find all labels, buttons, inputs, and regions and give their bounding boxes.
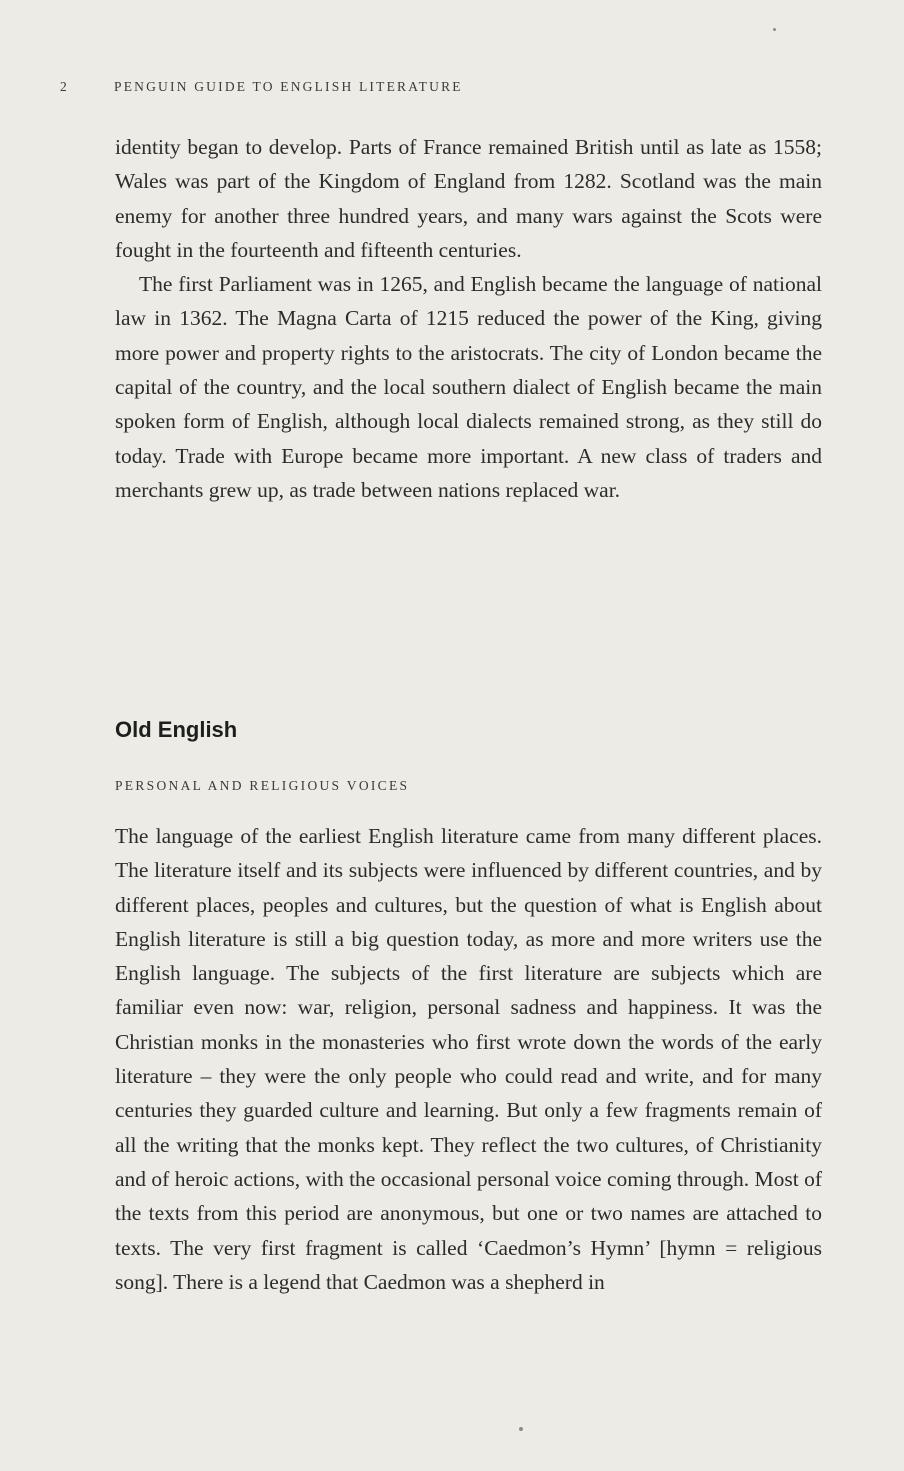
running-head	[60, 79, 463, 99]
body-paragraph: The language of the earliest English literature came from many different places. The literature itself and its subjects were influenced by different countries, and by different places, peoples and cultures, but the question of what is English about English literature is still a big question today, as more and more writers use the English language. The subjects of the first literature are subjects which are familiar even now: war, religion, personal sadness and happiness. It was the Christian monks in the monasteries who first wrote down the words of the early literature – they were the only people who could read and write, and for many centuries they guarded culture and learning. But only a few fragments remain of all the writing that the monks kept. They reflect the two cultures, of Christianity and of heroic actions, with the occasional personal voice coming through. Most of the texts from this period are anonymous, but one or two names are attached to texts. The very first fragment is called ‘Caedmon’s Hymn’ [hymn = religious song]. There is a legend that Caedmon was a shepherd in	[115, 824, 822, 1294]
section-heading: Old English	[115, 717, 238, 742]
intro-paragraph: The first Parliament was in 1265, and English became the language of national law in 1362. The Magna Carta of 1215 reduced the power of the King, giving more power and property rights to the aristocrats. The city of London became the capital of the country, and the local southern dialect of English became the main spoken form of English, although local dialects remained strong, as they still do today. Trade with Europe became more important. A new class of traders and merchants grew up, as trade between nations replaced war.	[115, 272, 822, 502]
page-number: 2	[60, 79, 69, 94]
section-text-block	[115, 819, 822, 1299]
intro-paragraph: identity began to develop. Parts of France remained British until as late as 1558; Wales was part of the Kingdom of England from 1282. Scotland was the main enemy for another three hundred years, and many wars against the Scots were fought in the fourteenth and fifteenth centuries.	[115, 135, 822, 262]
intro-text-block	[115, 130, 822, 507]
subsection-heading: PERSONAL AND RELIGIOUS VOICES	[115, 778, 410, 793]
running-title: PENGUIN GUIDE TO ENGLISH LITERATURE	[114, 79, 463, 94]
scan-speck	[519, 1427, 523, 1431]
scan-speck	[773, 28, 776, 31]
